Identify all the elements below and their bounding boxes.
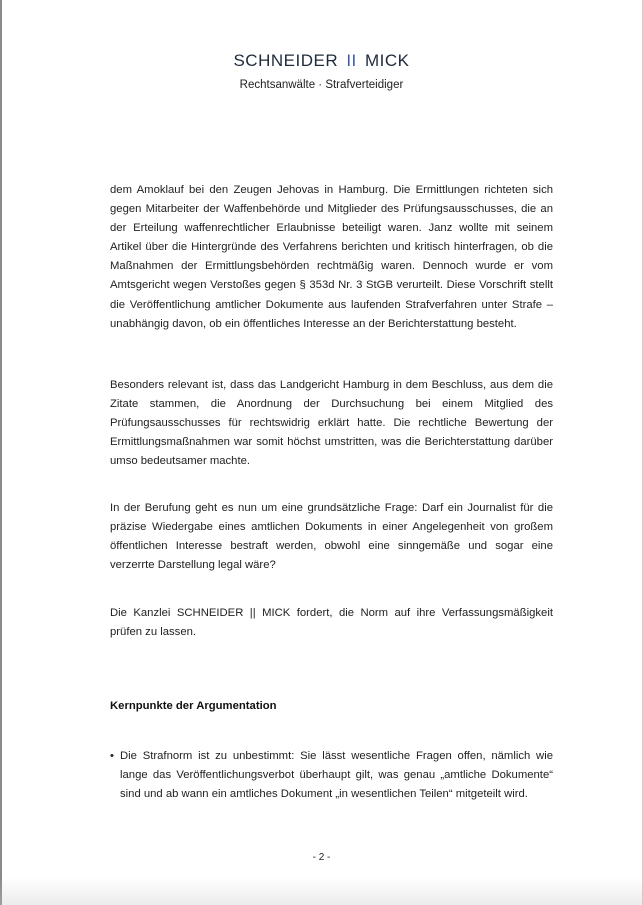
paragraph-2: Besonders relevant ist, dass das Landgericht Hamburg in dem Beschluss, aus dem die Zitate stammen, die Anordnung der Durchsuchung bei einem Mitglied des Prüfungsausschusses für rechtswidrig erklärt hatte. Die rechtliche Bewertung der Ermittlungsmaßnahmen war somit höchst umstritten, was die Berichterstattung darüber umso bedeutsamer machte. <box>110 379 553 468</box>
paragraph-4: Die Kanzlei SCHNEIDER || MICK fordert, die Norm auf ihre Verfassungsmäßigkeit prüfen zu lassen. <box>110 607 553 639</box>
page-bottom-shadow <box>0 877 643 905</box>
argument-list <box>110 747 553 804</box>
firm-name-right: MICK <box>365 51 410 70</box>
page-left-edge <box>0 0 2 905</box>
paragraph-1: dem Amoklauf bei den Zeugen Jehovas in Hamburg. Die Ermittlungen richteten sich gegen Mitarbeiter der Waffenbehörde und Mitglieder des Prüfungsausschusses, die an der Erteilung waffenrechtlicher Erlaubnisse beteiligt waren. Janz wollte mit seinem Artikel über die Hintergründe des Verfahrens berichten und kritisch hinterfragen, ob die Maßnahmen der Ermittlungsbehörden rechtmäßig waren. Dennoch wurde er vom Amtsgericht wegen Verstoßes gegen § 353d Nr. 3 StGB verurteilt. Diese Vorschrift stellt die Veröffentlichung amtlicher Dokumente aus laufenden Strafverfahren unter Strafe – unabhängig davon, ob ein öffentliches Interesse an der Berichterstattung besteht. <box>110 184 553 330</box>
list-item-text: Die Strafnorm ist zu unbestimmt: Sie lässt wesentliche Fragen offen, nämlich wie lange das Veröffentlichungsverbot überhaupt gilt, was genau „amtliche Dokumente“ sind und ab wann ein amtliches Dokument „in wesentlichen Teilen“ mitgeteilt wird. <box>120 750 553 801</box>
firm-name-separator: II <box>346 51 357 70</box>
list-item <box>110 747 553 804</box>
bullet-marker: • <box>110 750 114 762</box>
firm-logo <box>0 50 643 72</box>
letterhead <box>0 50 643 92</box>
firm-name-left: SCHNEIDER <box>233 51 339 70</box>
section-heading: Kernpunkte der Argumentation <box>110 700 277 712</box>
paragraph-3: In der Berufung geht es nun um eine grundsätzliche Frage: Darf ein Journalist für die präzise Wiedergabe eines amtlichen Dokuments in einer Angelegenheit von großem öffentlichen Interesse bestraft werden, obwohl eine sinngemäße und sogar eine verzerrte Darstellung legal wäre? <box>110 502 553 572</box>
firm-tagline: Rechtsanwälte · Strafverteidiger <box>239 79 404 91</box>
page-number: - 2 - <box>312 852 331 863</box>
